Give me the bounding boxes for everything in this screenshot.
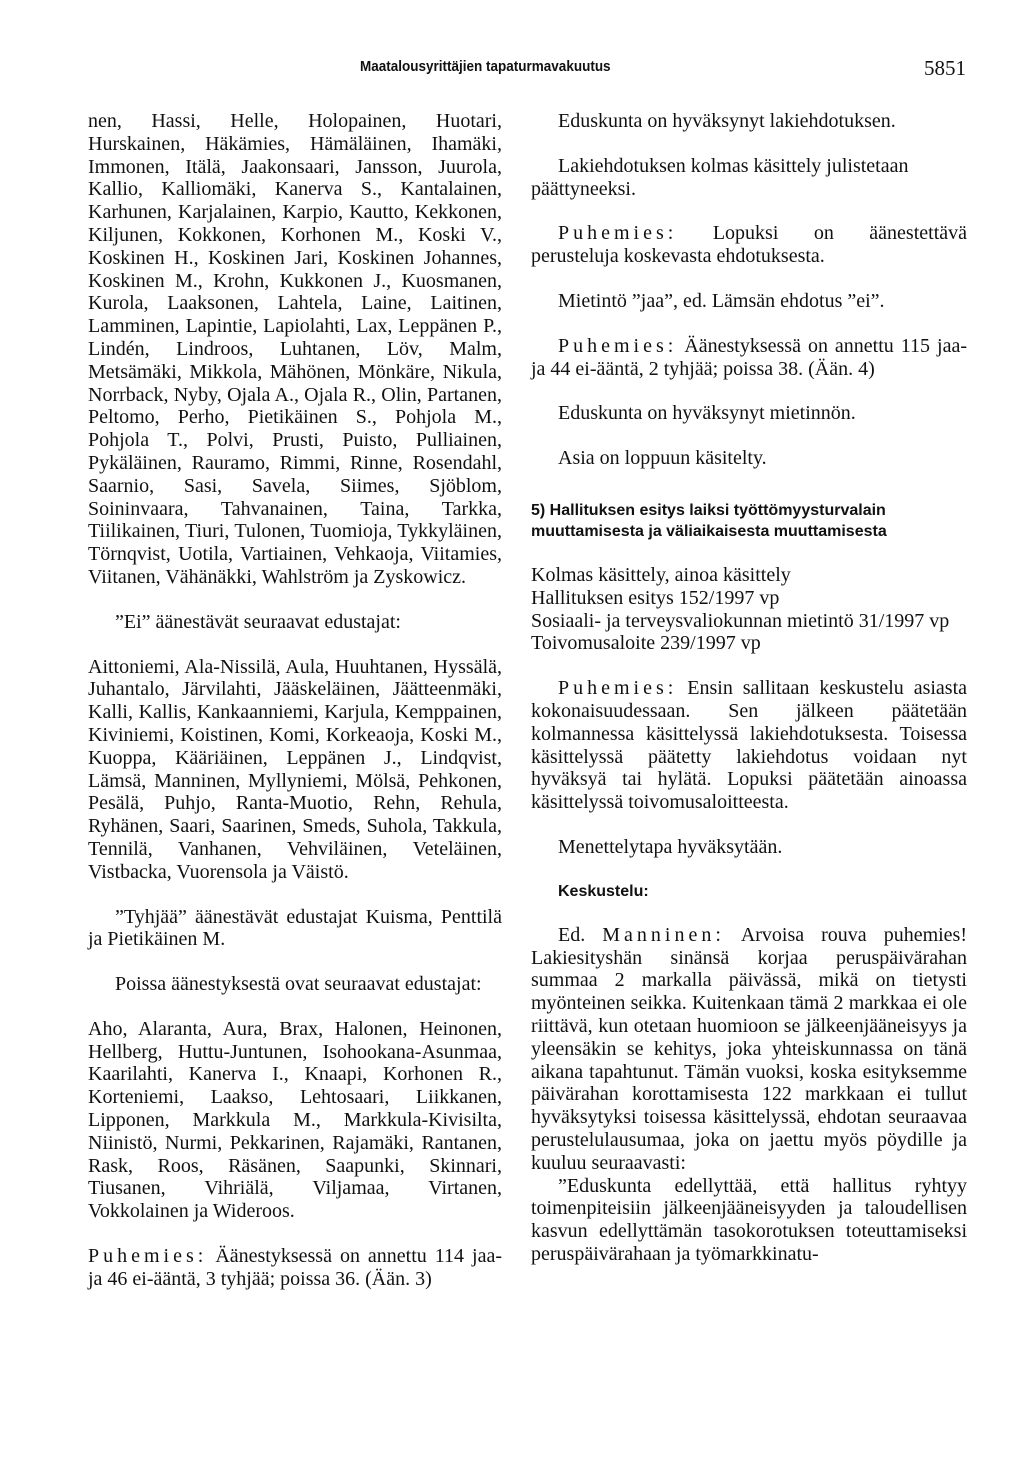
third-reading-closed: Lakiehdotuksen kolmas käsittely julistetaan päättyneeksi.	[531, 154, 909, 200]
section-heading: 5) Hallituksen esitys laiksi työttömyysturvalain muuttamisesta ja väliaikaisesta muuttamisesta	[531, 501, 887, 540]
no-voters-list: Aittoniemi, Ala-Nissilä, Aula, Huuhtanen, Hyssälä, Juhantalo, Järvilahti, Jääskeläinen, Jäätteenmäki, Kalli, Kallis, Kankaanniemi, Karjula, Kemppainen, Kiviniemi, Koistinen, Komi, Korkeaoja, Koski M., Kuoppa, Kääriäinen, Leppänen J., Lindqvist, Lämsä, Manninen, Myllyniemi, Mölsä, Pehkonen, Pesälä, Puhjo, Ranta-Muotio, Rehn, Rehula, Ryhänen, Saari, Saarinen, Smeds, Suhola, Takkula, Tennilä, Vanhanen, Vehviläinen, Veteläinen, Vistbacka, Vuorensola ja Väistö.	[88, 655, 502, 883]
vote-result-text: Äänestyksessä on annettu 114 jaa- ja 46 ei-ääntä, 3 tyhjää; poissa 36. (Ään. 3)	[88, 1245, 502, 1290]
speaker-name: Manninen:	[602, 923, 725, 946]
vote-options: Mietintö ”jaa”, ed. Lämsän ehdotus ”ei”.	[558, 289, 885, 312]
reference-line: Kolmas käsittely, ainoa käsittely	[531, 563, 791, 586]
speaker-name: Puhemies:	[558, 677, 678, 700]
reference-line: Sosiaali- ja terveysvaliokunnan mietintö 31/1997 vp	[531, 609, 950, 632]
speaker-name: Puhemies:	[558, 222, 678, 245]
speaker-name: Puhemies:	[558, 334, 678, 357]
speaker-name: Puhemies:	[88, 1245, 208, 1268]
absent-voters-heading: Poissa äänestyksestä ovat seuraavat edustajat:	[115, 973, 482, 996]
running-header-title: Maatalousyrittäjien tapaturmavakuutus	[360, 58, 611, 75]
reference-line: Toivomusaloite 239/1997 vp	[531, 632, 761, 655]
reference-line: Hallituksen esitys 152/1997 vp	[531, 586, 780, 609]
page-number: 5851	[924, 56, 966, 80]
speaker-statement-procedure: Puhemies: Ensin sallitaan keskustelu asiasta kokonaisuudessaan. Sen jälkeen päätetään kolmannessa käsittelyssä lakiehdotuksesta. Toisessa käsittelyssä päätetty lakiehdotus voidaan nyt hyväksyä tai hylätä. Lopuksi päätetään ainoassa käsittelyssä toivomusaloitteesta.	[531, 677, 967, 814]
speaker-statement-vote: Puhemies: Lopuksi on äänestettävä perusteluja koskevasta ehdotuksesta.	[531, 222, 968, 268]
matter-concluded: Asia on loppuun käsitelty.	[558, 447, 767, 470]
right-column	[531, 110, 967, 1266]
discussion-heading: Keskustelu:	[558, 882, 649, 900]
blank-votes-paragraph: ”Tyhjää” äänestävät edustajat Kuisma, Penttilä ja Pietikäinen M.	[88, 905, 502, 951]
yes-voters-list: nen, Hassi, Helle, Holopainen, Huotari, Hurskainen, Häkämies, Hämäläinen, Ihamäki, Immonen, Itälä, Jaakonsaari, Jansson, Juurola, Kallio, Kalliomäki, Kanerva S., Kantalainen, Karhunen, Karjalainen, Karpio, Kautto, Kekkonen, Kiljunen, Kokkonen, Korhonen M., Koski V., Koskinen H., Koskinen Jari, Koskinen Johannes, Koskinen M., Krohn, Kukkonen J., Kuosmanen, Kurola, Laaksonen, Lahtela, Laine, Laitinen, Lamminen, Lapintie, Lapiolahti, Lax, Leppänen P., Lindén, Lindroos, Luhtanen, Löv, Malm, Metsämäki, Mikkola, Mähönen, Mönkäre, Nikula, Norrback, Nyby, Ojala A., Ojala R., Olin, Partanen, Peltomo, Perho, Pietikäinen S., Pohjola M., Pohjola T., Polvi, Prusti, Puisto, Pulliainen, Pykäläinen, Rauramo, Rimmi, Rinne, Rosendahl, Saarnio, Sasi, Savela, Siimes, Sjöblom, Soininvaara, Tahvanainen, Taina, Tarkka, Tiilikainen, Tiuri, Tulonen, Tuomioja, Tykkyläinen, Törnqvist, Uotila, Vartiainen, Vehkaoja, Viitamies, Viitanen, Vähänäkki, Wahlström ja Zyskowicz.	[88, 110, 502, 588]
procedure-approved: Menettelytapa hyväksytään.	[558, 835, 783, 858]
document-references	[531, 564, 967, 655]
left-column	[88, 110, 502, 1291]
vote-result-4: Puhemies: Äänestyksessä on annettu 115 jaa- ja 44 ei-ääntä, 2 tyhjää; poissa 38. (Ään. 4)	[531, 334, 967, 380]
vote-result-3	[88, 1245, 502, 1291]
manninen-speech: Ed. Manninen: Arvoisa rouva puhemies! Lakiesityshän sinänsä korjaa peruspäivärahan summaa 2 markalla päivässä, mikä on tietysti myönteinen seikka. Kuitenkaan tämä 2 markkaa ei ole riittävä, kun otetaan huomioon se jälkeenjääneisyys ja yleensäkin se kehitys, joka yhteiskunnassa on tänä aikana tapahtunut. Tämän vuoksi, koska esityksemme päivärahan korottamisesta 122 markkaan ei tullut hyväksytyksi toisessa käsittelyssä, ehdotan seuraavaa perustelulausumaa, joka on jaettu myös pöydille ja kuuluu seuraavasti:	[531, 923, 968, 1174]
bill-approved: Eduskunta on hyväksynyt lakiehdotuksen.	[558, 110, 896, 132]
report-approved: Eduskunta on hyväksynyt mietinnön.	[558, 402, 856, 425]
no-voters-heading: ”Ei” äänestävät seuraavat edustajat:	[115, 610, 401, 633]
absent-voters-list: Aho, Alaranta, Aura, Brax, Halonen, Heinonen, Hellberg, Huttu-Juntunen, Isohookana-Asunmaa, Kaarilahti, Kanerva I., Knaapi, Korhonen R., Korteniemi, Laakso, Lehtosaari, Liikkanen, Lipponen, Markkula M., Markkula-Kivisilta, Niinistö, Nurmi, Pekkarinen, Rajamäki, Rantanen, Rask, Roos, Räsänen, Saapunki, Skinnari, Tiusanen, Vihriälä, Viljamaa, Virtanen, Vokkolainen ja Wideroos.	[88, 1017, 502, 1223]
proposed-statement: ”Eduskunta edellyttää, että hallitus ryhtyy toimenpiteisiin jälkeenjääneisyyden ja taloudellisen kasvun edellyttämän tasokorotuksen toteuttamiseksi peruspäivärahaan ja työmarkkinatu-	[531, 1174, 967, 1265]
